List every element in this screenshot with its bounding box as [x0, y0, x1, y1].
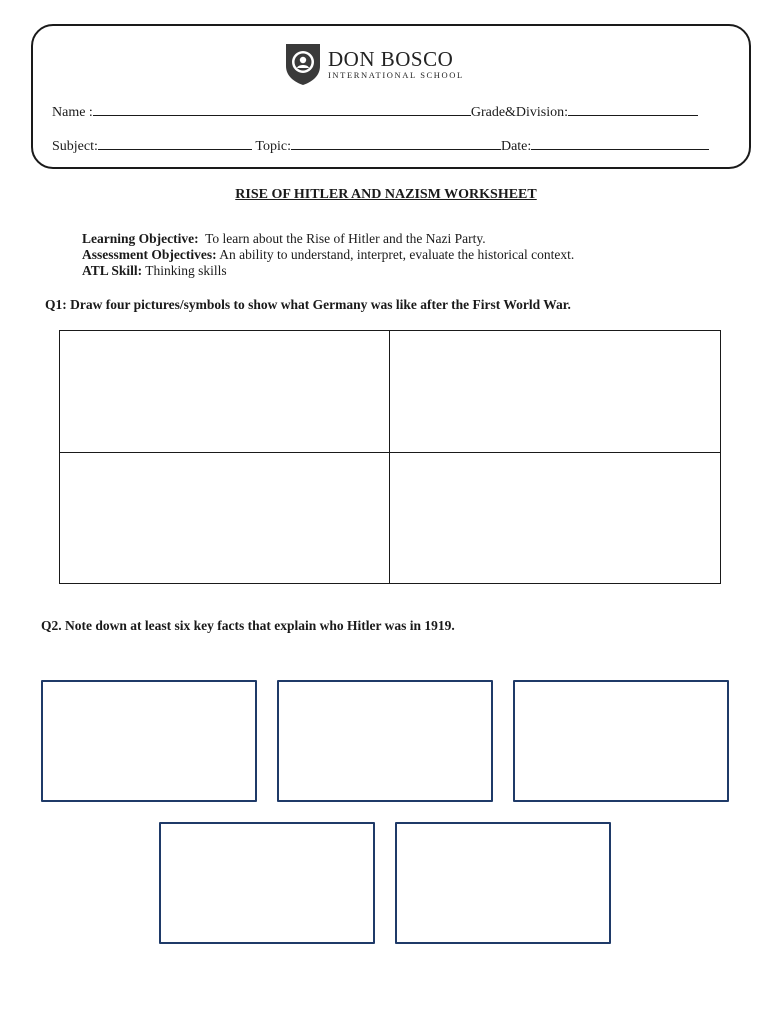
- fact-box-3[interactable]: [513, 680, 729, 802]
- objectives-block: [82, 231, 574, 279]
- learning-objective-label: Learning Objective:: [82, 231, 199, 246]
- learning-objective-text: To learn about the Rise of Hitler and the Nazi Party.: [205, 231, 486, 246]
- atl-skill-text: Thinking skills: [145, 263, 227, 278]
- drawing-cell-3[interactable]: [60, 453, 390, 583]
- assessment-objective-label: Assessment Objectives:: [82, 247, 217, 262]
- drawing-cell-4[interactable]: [390, 453, 720, 583]
- learning-objective: [82, 231, 574, 247]
- fact-box-5[interactable]: [395, 822, 611, 944]
- assessment-objective: [82, 247, 574, 263]
- subject-label: Subject:: [52, 139, 98, 154]
- worksheet-title: RISE OF HITLER AND NAZISM WORKSHEET: [235, 187, 537, 202]
- question-2: Q2. Note down at least six key facts that explain who Hitler was in 1919.: [41, 618, 455, 633]
- fact-box-2[interactable]: [277, 680, 493, 802]
- atl-skill: [82, 263, 574, 279]
- date-field[interactable]: [531, 137, 709, 150]
- topic-label: Topic:: [255, 139, 291, 154]
- school-logo: [284, 42, 464, 86]
- drawing-cell-2[interactable]: [390, 331, 720, 453]
- grade-field[interactable]: [568, 103, 698, 116]
- subject-field[interactable]: [98, 137, 252, 150]
- question-1: Q1: Draw four pictures/symbols to show what Germany was like after the First World War.: [45, 297, 571, 312]
- date-label: Date:: [500, 139, 532, 154]
- atl-skill-label: ATL Skill:: [82, 263, 143, 278]
- fact-box-4[interactable]: [159, 822, 375, 944]
- name-grade-row: [52, 103, 698, 121]
- drawing-cell-1[interactable]: [60, 331, 390, 453]
- assessment-objective-text: An ability to understand, interpret, evaluate the historical context.: [219, 247, 575, 262]
- name-label: Name :: [52, 105, 93, 120]
- school-subtitle: INTERNATIONAL SCHOOL: [328, 70, 464, 80]
- topic-field[interactable]: [291, 137, 501, 150]
- name-field[interactable]: [93, 103, 471, 116]
- drawing-grid: [59, 330, 721, 584]
- school-name: DON BOSCO: [328, 47, 454, 71]
- grade-label: Grade&Division:: [470, 105, 569, 120]
- fact-box-1[interactable]: [41, 680, 257, 802]
- subject-topic-date-row: [52, 137, 709, 155]
- school-shield-icon: [284, 42, 322, 86]
